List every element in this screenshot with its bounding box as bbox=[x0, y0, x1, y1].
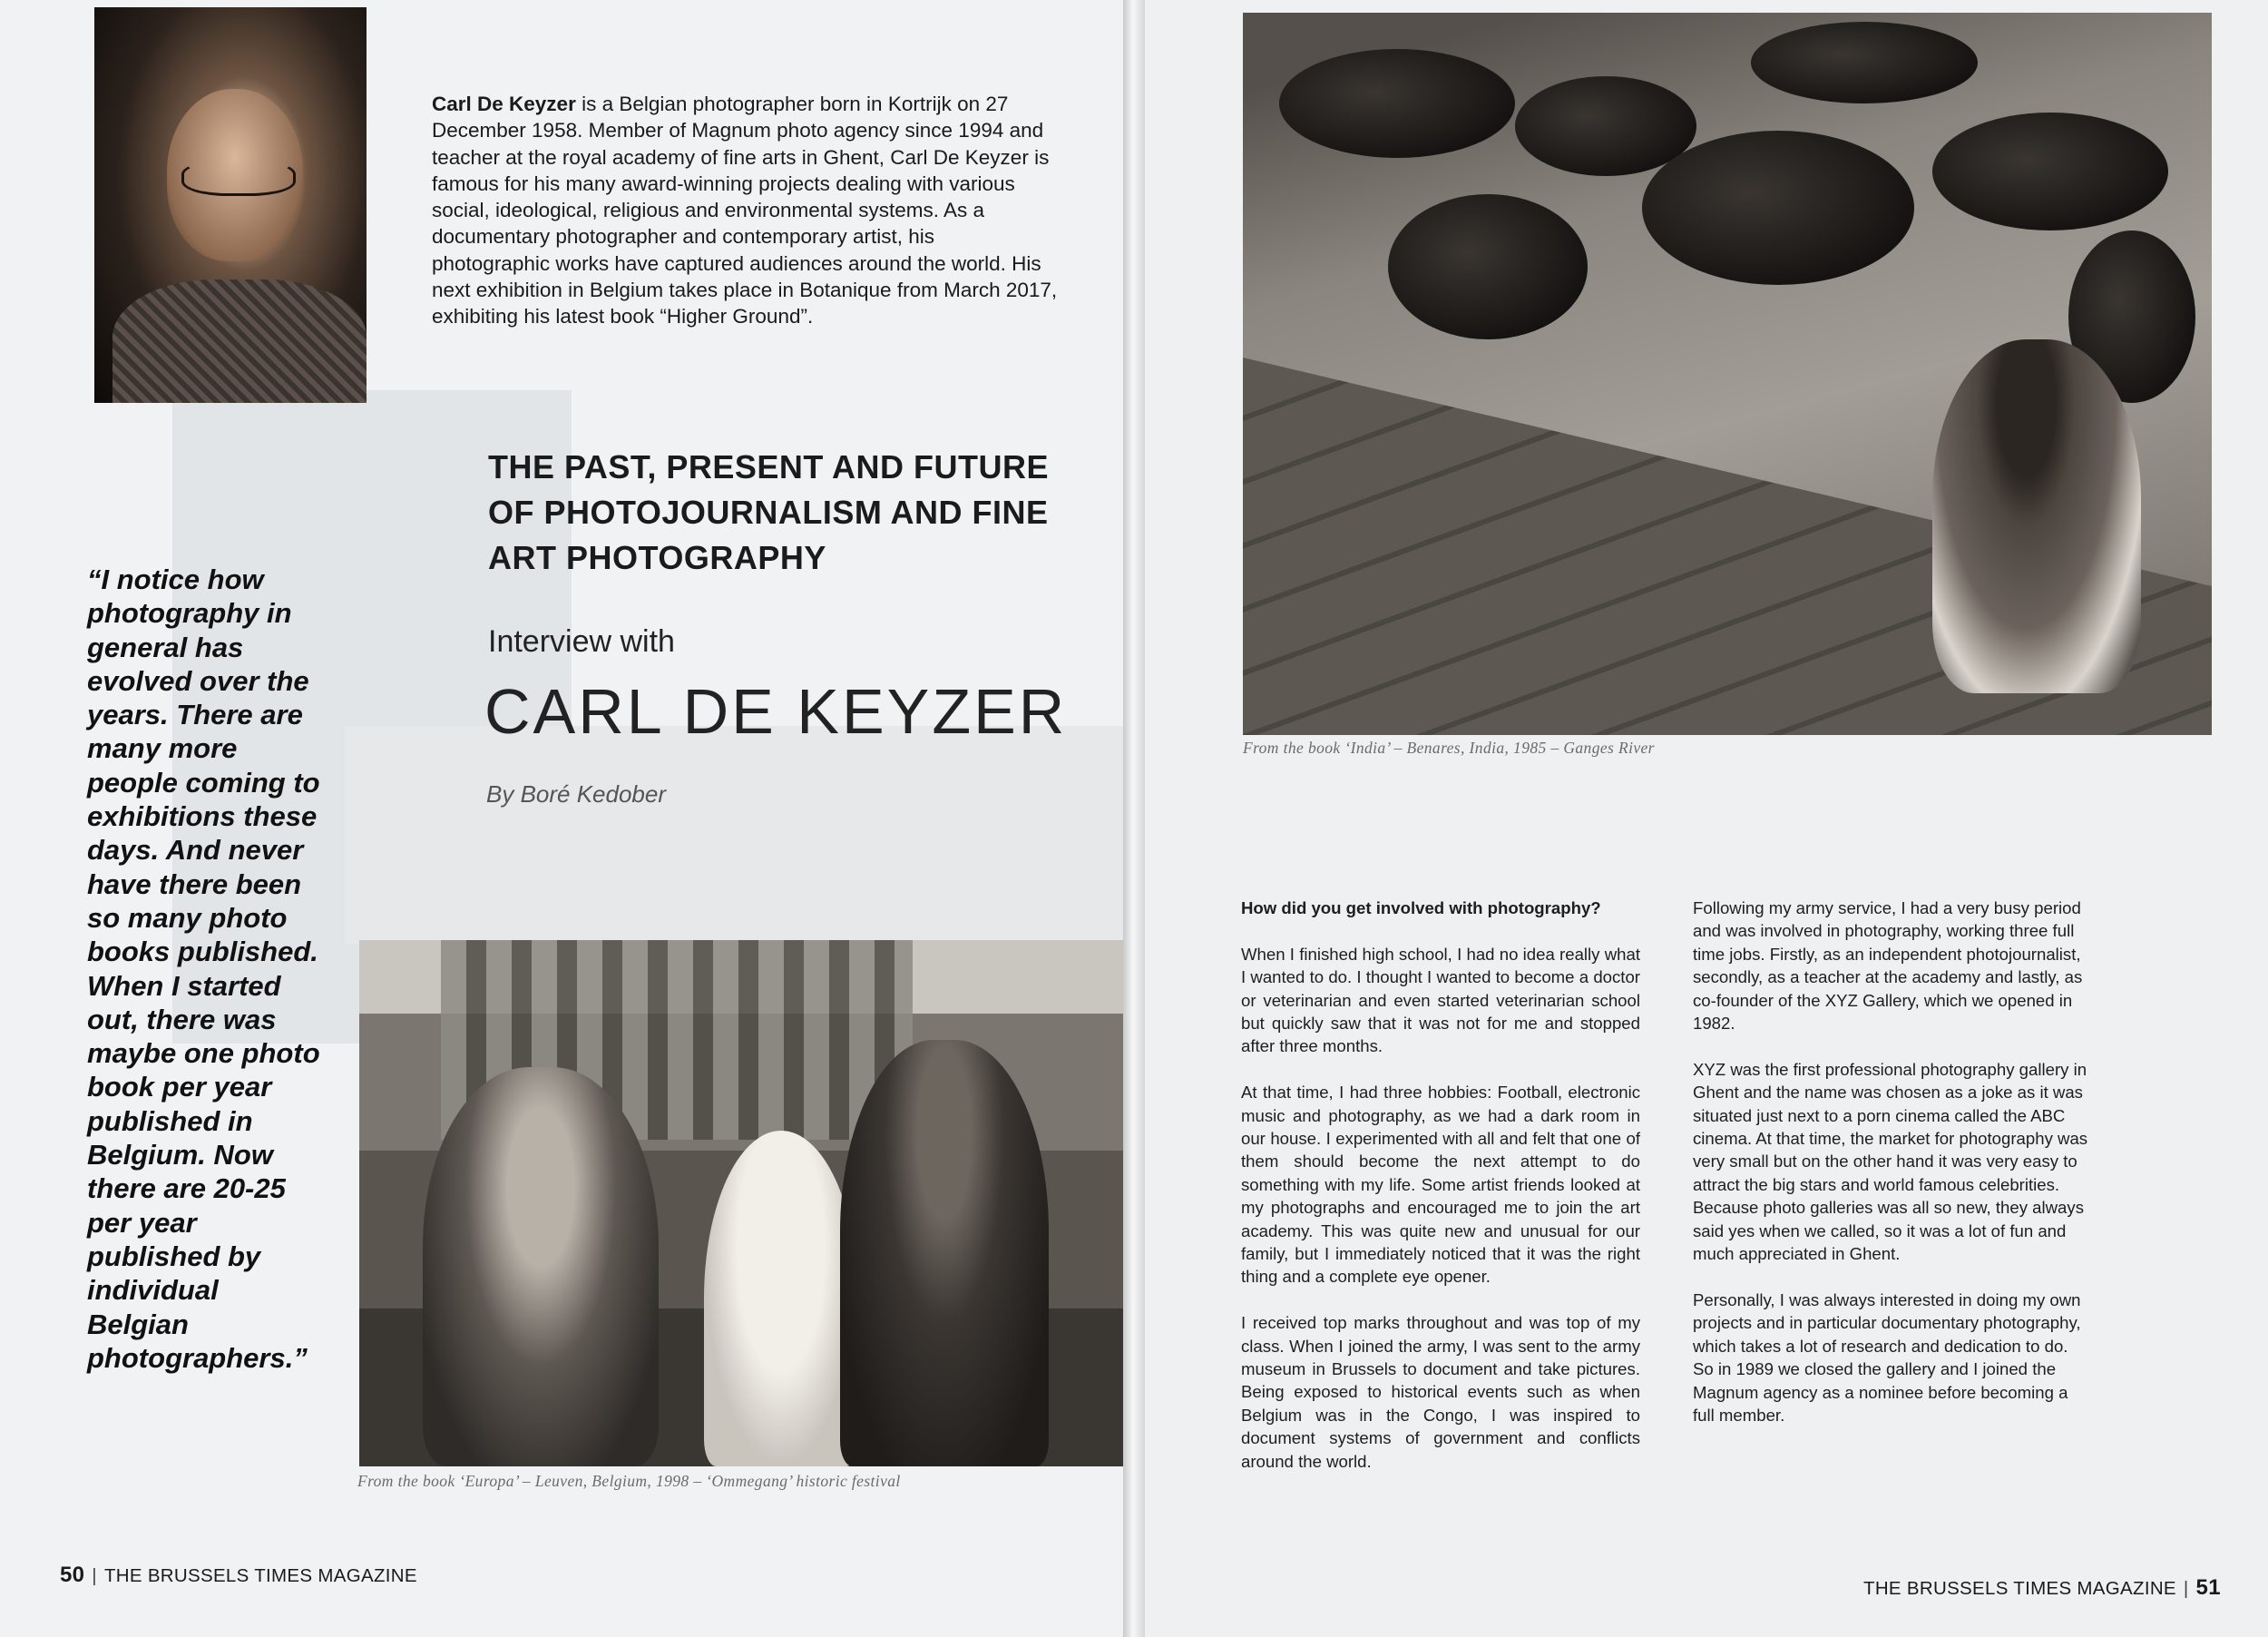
pull-quote: “I notice how photography in general has evolved over the years. There are many more people coming to exhibitions these days. And never have there been so many photo books published. When I started out, there was maybe one photo book per year published in Belgium. Now there are 20-25 per year published by individual Belgian photographers.” bbox=[87, 564, 320, 1374]
portrait-glasses bbox=[181, 160, 296, 196]
ganges-caption: From the book ‘India’ – Benares, India, 1985 – Ganges River bbox=[1243, 739, 1655, 757]
left-folio: 50 | THE BRUSSELS TIMES MAGAZINE bbox=[60, 1563, 417, 1587]
portrait-scarf bbox=[112, 279, 367, 403]
answer-paragraph: I received top marks throughout and was top of my class. When I joined the army, I was sent to the army museum in Brussels to document and take pictures. Being exposed to historical events such as when Belgium was in the Congo, I was inspired to document systems of government and conflicts around the world. bbox=[1241, 1313, 1640, 1471]
subject-name: CARL DE KEYZER bbox=[484, 676, 1068, 747]
procession-figure-hooded bbox=[704, 1131, 858, 1466]
answer-paragraph: When I finished high school, I had no idea really what I wanted to do. I thought I wanted to become a doctor or veterinarian and even started veterinarian school but quickly saw that it was not for me and stopped after three months. bbox=[1241, 944, 1640, 1056]
right-folio: THE BRUSSELS TIMES MAGAZINE | 51 bbox=[1863, 1575, 2221, 1600]
ganges-photo bbox=[1243, 13, 2212, 735]
answer-paragraph: Personally, I was always interested in doing my own projects and in particular documentary photography, which takes a lot of research and dedication to do. So in 1989 we closed the gallery and I joined the Magnum agency as a nominee before becoming a full member. bbox=[1693, 1289, 2081, 1425]
interview-column-2 bbox=[1693, 897, 2092, 1450]
boy-figure bbox=[1932, 339, 2141, 693]
page-number: 51 bbox=[2195, 1575, 2221, 1600]
procession-figure-turban bbox=[840, 1040, 1049, 1466]
answer-paragraph: At that time, I had three hobbies: Football, electronic music and photography, as we had a dark room in our house. I experimented with all and felt that one of them should become the next attempt to do something with my life. Some artist friends looked at my photographs and encouraged me to join the art academy. This was quite new and unusual for our family, but I immediately noticed that it was the right thing and a complete eye opener. bbox=[1241, 1083, 1640, 1287]
buffalo-shape bbox=[1279, 49, 1515, 158]
procession-caption: From the book ‘Europa’ – Leuven, Belgium, 1998 – ‘Ommegang’ historic festival bbox=[357, 1472, 901, 1490]
page-number: 50 bbox=[60, 1563, 85, 1587]
portrait-photo bbox=[94, 7, 367, 403]
byline: By Boré Kedober bbox=[486, 780, 667, 808]
bio-paragraph bbox=[432, 91, 1058, 330]
book-spine bbox=[1123, 0, 1145, 1637]
question: How did you get involved with photography? bbox=[1241, 898, 1601, 917]
procession-figure-chainmail bbox=[423, 1067, 659, 1466]
buffalo-shape bbox=[1388, 194, 1588, 339]
bleed-through-shade-2 bbox=[345, 726, 1125, 944]
magazine-title: THE BRUSSELS TIMES MAGAZINE bbox=[103, 1565, 417, 1586]
magazine-title: THE BRUSSELS TIMES MAGAZINE bbox=[1863, 1578, 2176, 1599]
interview-column-1 bbox=[1241, 897, 1640, 1496]
bio-name: Carl De Keyzer bbox=[432, 93, 576, 115]
answer-paragraph: XYZ was the first professional photography gallery in Ghent and the name was chosen as a joke as it was situated just next to a porn cinema called the ABC cinema. At that time, the market for photography was very small but on the other hand it was very easy to attract the big stars and world famous celebrities. Because photo galleries was all so new, they always said yes when we called, so it was a lot of fun and much appreciated in Ghent. bbox=[1693, 1059, 2088, 1264]
article-headline: THE PAST, PRESENT AND FUTURE OF PHOTOJOURNALISM AND FINE ART PHOTOGRAPHY bbox=[488, 448, 1050, 576]
buffalo-shape bbox=[1642, 131, 1914, 285]
bio-text: is a Belgian photographer born in Kortrijk on 27 December 1958. Member of Magnum photo agency since 1994 and teacher at the royal academy of fine arts in Ghent, Carl De Keyzer is famous for his many award-winning projects dealing with various social, ideological, religious and environmental systems. As a documentary photographer and contemporary artist, his photographic works have captured audiences around the world. His next exhibition in Belgium takes place in Botanique from March 2017, exhibiting his latest book “Higher Ground”. bbox=[432, 93, 1058, 328]
procession-photo bbox=[359, 940, 1127, 1466]
buffalo-shape bbox=[1932, 113, 2168, 230]
interview-with-label: Interview with bbox=[488, 624, 675, 659]
buffalo-shape bbox=[1751, 22, 1978, 103]
answer-paragraph: Following my army service, I had a very busy period and was involved in photography, working three full time jobs. Firstly, as an independent photojournalist, secondly, as a teacher at the academy and lastly, as co-founder of the XYZ Gallery, which we opened in 1982. bbox=[1693, 898, 2083, 1034]
